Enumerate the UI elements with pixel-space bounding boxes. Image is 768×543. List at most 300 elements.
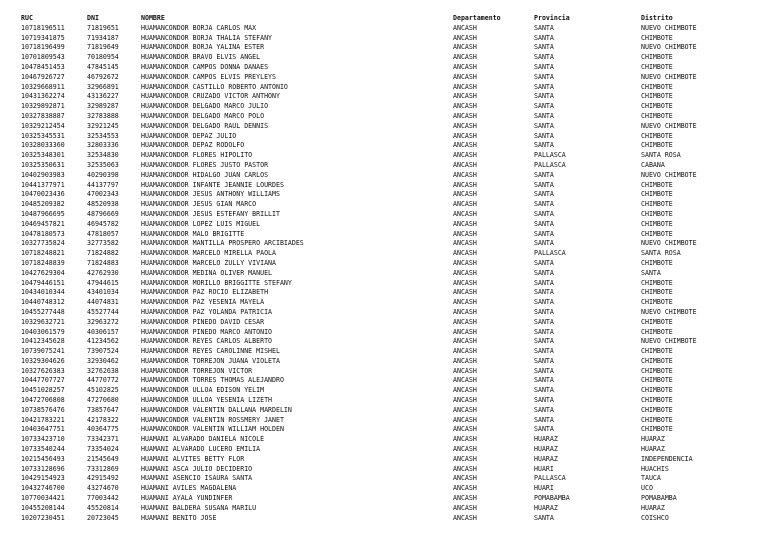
cell-departamento: ANCASH xyxy=(453,131,477,140)
cell-distrito: CHIMBOTE xyxy=(641,62,673,71)
cell-ruc: 10478180573 xyxy=(21,229,65,238)
cell-ruc: 10434010344 xyxy=(21,288,65,297)
cell-provincia: SANTA xyxy=(534,337,554,346)
cell-nombre: HUAMANCONDOR ULLOA YESENIA LIZETH xyxy=(141,396,273,405)
cell-nombre: HUAMANCONDOR MORILLO BRIGGITTE STEFANY xyxy=(141,278,292,287)
cell-departamento: ANCASH xyxy=(453,102,477,111)
table-row xyxy=(21,132,761,142)
cell-departamento: ANCASH xyxy=(453,53,477,62)
cell-ruc: 10432746700 xyxy=(21,484,65,493)
cell-nombre: HUAMANCONDOR PAZ ROCIO ELIZABETH xyxy=(141,288,269,297)
cell-ruc: 10327838887 xyxy=(21,111,65,120)
cell-distrito: CHIMBOTE xyxy=(641,278,673,287)
cell-provincia: SANTA xyxy=(534,72,554,81)
cell-distrito: CHIMBOTE xyxy=(641,219,673,228)
cell-departamento: ANCASH xyxy=(453,209,477,218)
cell-distrito: CHIMBOTE xyxy=(641,415,673,424)
cell-provincia: SANTA xyxy=(534,415,554,424)
cell-dni: 44770772 xyxy=(87,376,119,385)
cell-departamento: ANCASH xyxy=(453,219,477,228)
cell-provincia: SANTA xyxy=(534,376,554,385)
cell-departamento: ANCASH xyxy=(453,307,477,316)
cell-ruc: 10325350631 xyxy=(21,160,65,169)
cell-provincia: SANTA xyxy=(534,327,554,336)
cell-distrito: NUEVO CHIMBOTE xyxy=(641,43,697,52)
table-row xyxy=(21,122,761,132)
cell-dni: 20723045 xyxy=(87,513,119,522)
header-distrito: Distrito xyxy=(641,14,673,22)
cell-distrito: CHIMBOTE xyxy=(641,131,673,140)
cell-provincia: HUARI xyxy=(534,464,554,473)
cell-departamento: ANCASH xyxy=(453,151,477,160)
cell-departamento: ANCASH xyxy=(453,72,477,81)
cell-nombre: HUAMANCONDOR FLORES HIPOLITO xyxy=(141,151,253,160)
cell-distrito: CABANA xyxy=(641,160,665,169)
cell-provincia: HUARI xyxy=(534,484,554,493)
cell-provincia: SANTA xyxy=(534,170,554,179)
cell-dni: 47845145 xyxy=(87,62,119,71)
cell-provincia: SANTA xyxy=(534,200,554,209)
cell-dni: 73907524 xyxy=(87,347,119,356)
cell-departamento: ANCASH xyxy=(453,82,477,91)
table-row xyxy=(21,279,761,289)
cell-nombre: HUAMANCONDOR PINEDO MARCO ANTONIO xyxy=(141,327,273,336)
cell-ruc: 10733540244 xyxy=(21,445,65,454)
table-row xyxy=(21,376,761,386)
cell-nombre: HUAMANCONDOR MARCELO MIRELLA PAOLA xyxy=(141,249,276,258)
cell-dni: 41234562 xyxy=(87,337,119,346)
cell-departamento: ANCASH xyxy=(453,454,477,463)
cell-dni: 32773582 xyxy=(87,239,119,248)
cell-provincia: SANTA xyxy=(534,268,554,277)
cell-dni: 71824883 xyxy=(87,258,119,267)
table-row xyxy=(21,465,761,475)
cell-ruc: 10327735824 xyxy=(21,239,65,248)
cell-departamento: ANCASH xyxy=(453,376,477,385)
cell-distrito: HUARAZ xyxy=(641,435,665,444)
table-row xyxy=(21,288,761,298)
cell-nombre: HUAMANCONDOR DELGADO RAUL DENNIS xyxy=(141,121,269,130)
cell-distrito: CHIMBOTE xyxy=(641,102,673,111)
table-row xyxy=(21,161,761,171)
cell-nombre: HUAMANCONDOR PAZ YOLANDA PATRICIA xyxy=(141,307,273,316)
cell-ruc: 10427629304 xyxy=(21,268,65,277)
table-row xyxy=(21,43,761,53)
cell-departamento: ANCASH xyxy=(453,249,477,258)
cell-dni: 47944615 xyxy=(87,278,119,287)
cell-nombre: HUAMANCONDOR JESUS ESTEFANY BRILLIT xyxy=(141,209,280,218)
cell-dni: 45527744 xyxy=(87,307,119,316)
cell-dni: 71824882 xyxy=(87,249,119,258)
table-row xyxy=(21,269,761,279)
cell-provincia: SANTA xyxy=(534,82,554,91)
cell-distrito: SANTA ROSA xyxy=(641,249,681,258)
table-row xyxy=(21,386,761,396)
cell-departamento: ANCASH xyxy=(453,121,477,130)
cell-provincia: PALLASCA xyxy=(534,151,566,160)
cell-dni: 47818057 xyxy=(87,229,119,238)
cell-distrito: CHIMBOTE xyxy=(641,258,673,267)
cell-ruc: 10487966695 xyxy=(21,209,65,218)
cell-dni: 32783888 xyxy=(87,111,119,120)
cell-ruc: 10440748312 xyxy=(21,298,65,307)
table-row xyxy=(21,298,761,308)
cell-departamento: ANCASH xyxy=(453,180,477,189)
table-row xyxy=(21,83,761,93)
cell-nombre: HUAMANCONDOR MANTILLA PROSPERO ARCIBIADES xyxy=(141,239,304,248)
cell-dni: 32535063 xyxy=(87,160,119,169)
cell-ruc: 10718196511 xyxy=(21,23,65,32)
table-row xyxy=(21,416,761,426)
cell-departamento: ANCASH xyxy=(453,43,477,52)
cell-dni: 21545649 xyxy=(87,454,119,463)
document-table xyxy=(21,14,761,523)
cell-departamento: ANCASH xyxy=(453,396,477,405)
cell-ruc: 10412345628 xyxy=(21,337,65,346)
cell-dni: 45102825 xyxy=(87,386,119,395)
table-row xyxy=(21,239,761,249)
cell-nombre: HUAMANCONDOR VALENTIN ROSSMERY JANET xyxy=(141,415,284,424)
cell-provincia: PALLASCA xyxy=(534,474,566,483)
cell-departamento: ANCASH xyxy=(453,484,477,493)
cell-nombre: HUAMANCONDOR REYES CARLOS ALBERTO xyxy=(141,337,273,346)
cell-distrito: POMABAMBA xyxy=(641,494,677,503)
cell-distrito: NUEVO CHIMBOTE xyxy=(641,23,697,32)
cell-ruc: 10472706808 xyxy=(21,396,65,405)
cell-ruc: 10718248821 xyxy=(21,249,65,258)
cell-departamento: ANCASH xyxy=(453,503,477,512)
cell-ruc: 10738576476 xyxy=(21,405,65,414)
cell-departamento: ANCASH xyxy=(453,288,477,297)
table-row xyxy=(21,455,761,465)
cell-dni: 71934187 xyxy=(87,33,119,42)
cell-dni: 45520814 xyxy=(87,503,119,512)
cell-nombre: HUAMANCONDOR HIDALGO JUAN CARLOS xyxy=(141,170,269,179)
cell-nombre: HUAMANCONDOR VALENTIN DALLANA MARDELIN xyxy=(141,405,292,414)
cell-departamento: ANCASH xyxy=(453,415,477,424)
cell-ruc: 10327626383 xyxy=(21,366,65,375)
cell-nombre: HUAMANCONDOR VALENTIN WILLIAM HOLDEN xyxy=(141,425,284,434)
cell-ruc: 10447707727 xyxy=(21,376,65,385)
cell-departamento: ANCASH xyxy=(453,347,477,356)
cell-distrito: CHIMBOTE xyxy=(641,180,673,189)
cell-ruc: 10329212454 xyxy=(21,121,65,130)
cell-dni: 70180954 xyxy=(87,53,119,62)
cell-dni: 77003442 xyxy=(87,494,119,503)
cell-nombre: HUAMANCONDOR CASTILLO ROBERTO ANTONIO xyxy=(141,82,288,91)
cell-provincia: HUARAZ xyxy=(534,445,558,454)
cell-ruc: 10325345531 xyxy=(21,131,65,140)
cell-distrito: NUEVO CHIMBOTE xyxy=(641,239,697,248)
cell-provincia: SANTA xyxy=(534,356,554,365)
cell-ruc: 10421783221 xyxy=(21,415,65,424)
cell-provincia: SANTA xyxy=(534,307,554,316)
cell-departamento: ANCASH xyxy=(453,170,477,179)
cell-dni: 43274670 xyxy=(87,484,119,493)
table-row xyxy=(21,249,761,259)
cell-nombre: HUAMANCONDOR BORJA YALINA ESTER xyxy=(141,43,265,52)
cell-dni: 40364775 xyxy=(87,425,119,434)
cell-ruc: 10455208144 xyxy=(21,503,65,512)
table-row xyxy=(21,318,761,328)
cell-provincia: SANTA xyxy=(534,298,554,307)
cell-provincia: SANTA xyxy=(534,278,554,287)
cell-provincia: SANTA xyxy=(534,92,554,101)
table-row xyxy=(21,181,761,191)
cell-dni: 32930462 xyxy=(87,356,119,365)
header-dni: DNI xyxy=(87,14,99,22)
cell-dni: 71819651 xyxy=(87,23,119,32)
cell-ruc: 10718248839 xyxy=(21,258,65,267)
cell-ruc: 10719341875 xyxy=(21,33,65,42)
cell-provincia: SANTA xyxy=(534,62,554,71)
table-row xyxy=(21,357,761,367)
cell-dni: 32921245 xyxy=(87,121,119,130)
cell-ruc: 10479446151 xyxy=(21,278,65,287)
cell-distrito: CHIMBOTE xyxy=(641,111,673,120)
cell-provincia: HUARAZ xyxy=(534,454,558,463)
cell-ruc: 10470023436 xyxy=(21,190,65,199)
cell-nombre: HUAMANCONDOR CRUZADO VICTOR ANTHONY xyxy=(141,92,280,101)
cell-distrito: NUEVO CHIMBOTE xyxy=(641,307,697,316)
cell-provincia: SANTA xyxy=(534,141,554,150)
cell-dni: 42915492 xyxy=(87,474,119,483)
cell-ruc: 10329892871 xyxy=(21,102,65,111)
cell-ruc: 10469457821 xyxy=(21,219,65,228)
table-row xyxy=(21,396,761,406)
table-row xyxy=(21,73,761,83)
cell-nombre: HUAMANI ALVARADO LUCERO EMILIA xyxy=(141,445,261,454)
table-row xyxy=(21,24,761,34)
table-row xyxy=(21,337,761,347)
cell-ruc: 10329304626 xyxy=(21,356,65,365)
table-row xyxy=(21,141,761,151)
cell-dni: 42762930 xyxy=(87,268,119,277)
cell-provincia: SANTA xyxy=(534,131,554,140)
cell-departamento: ANCASH xyxy=(453,23,477,32)
cell-dni: 32534553 xyxy=(87,131,119,140)
cell-ruc: 10325348301 xyxy=(21,151,65,160)
cell-provincia: SANTA xyxy=(534,347,554,356)
cell-dni: 32963272 xyxy=(87,317,119,326)
cell-nombre: HUAMANCONDOR CAMPOS DONNA DANAES xyxy=(141,62,269,71)
cell-distrito: NUEVO CHIMBOTE xyxy=(641,121,697,130)
cell-departamento: ANCASH xyxy=(453,337,477,346)
cell-nombre: HUAMANCONDOR DELGADO MARCO JULIO xyxy=(141,102,269,111)
cell-provincia: HUARAZ xyxy=(534,503,558,512)
cell-distrito: CHIMBOTE xyxy=(641,141,673,150)
cell-departamento: ANCASH xyxy=(453,327,477,336)
cell-provincia: SANTA xyxy=(534,53,554,62)
header-provincia: Provincia xyxy=(534,14,570,22)
table-row xyxy=(21,504,761,514)
cell-dni: 43401034 xyxy=(87,288,119,297)
cell-nombre: HUAMANI ASCA JULIO DECIDERIO xyxy=(141,464,253,473)
cell-provincia: SANTA xyxy=(534,121,554,130)
cell-ruc: 10770034421 xyxy=(21,494,65,503)
cell-distrito: CHIMBOTE xyxy=(641,366,673,375)
cell-distrito: HUACHIS xyxy=(641,464,669,473)
cell-nombre: HUAMANCONDOR DEPAZ RODOLFO xyxy=(141,141,245,150)
cell-nombre: HUAMANCONDOR JESUS ANTHONY WILLIAMS xyxy=(141,190,280,199)
cell-dni: 40306157 xyxy=(87,327,119,336)
cell-ruc: 10478451453 xyxy=(21,62,65,71)
cell-distrito: HUARAZ xyxy=(641,503,665,512)
cell-provincia: SANTA xyxy=(534,43,554,52)
table-row xyxy=(21,230,761,240)
cell-distrito: TAUCA xyxy=(641,474,661,483)
cell-distrito: CHIMBOTE xyxy=(641,317,673,326)
cell-departamento: ANCASH xyxy=(453,268,477,277)
cell-nombre: HUAMANCONDOR BRAVO ELVIS ANGEL xyxy=(141,53,261,62)
cell-ruc: 10328033360 xyxy=(21,141,65,150)
cell-provincia: SANTA xyxy=(534,229,554,238)
cell-nombre: HUAMANCONDOR BORJA CARLOS MAX xyxy=(141,23,257,32)
cell-ruc: 10467926727 xyxy=(21,72,65,81)
table-row xyxy=(21,210,761,220)
cell-dni: 73857647 xyxy=(87,405,119,414)
cell-provincia: SANTA xyxy=(534,288,554,297)
cell-dni: 32534830 xyxy=(87,151,119,160)
table-row xyxy=(21,220,761,230)
cell-departamento: ANCASH xyxy=(453,513,477,522)
cell-nombre: HUAMANCONDOR INFANTE JEANNIE LOURDES xyxy=(141,180,284,189)
cell-departamento: ANCASH xyxy=(453,111,477,120)
cell-departamento: ANCASH xyxy=(453,239,477,248)
table-row xyxy=(21,328,761,338)
cell-distrito: HUARAZ xyxy=(641,445,665,454)
cell-dni: 73342371 xyxy=(87,435,119,444)
table-row xyxy=(21,92,761,102)
cell-dni: 44074831 xyxy=(87,298,119,307)
table-row xyxy=(21,406,761,416)
cell-dni: 43136227 xyxy=(87,92,119,101)
cell-nombre: HUAMANI ASENCIO ISAURA SANTA xyxy=(141,474,253,483)
cell-departamento: ANCASH xyxy=(453,317,477,326)
cell-provincia: HUARAZ xyxy=(534,435,558,444)
cell-provincia: SANTA xyxy=(534,366,554,375)
table-row xyxy=(21,514,761,524)
table-row xyxy=(21,347,761,357)
cell-distrito: CHIMBOTE xyxy=(641,190,673,199)
cell-distrito: NUEVO CHIMBOTE xyxy=(641,72,697,81)
cell-dni: 73312869 xyxy=(87,464,119,473)
cell-nombre: HUAMANCONDOR PAZ YESENIA MAYELA xyxy=(141,298,265,307)
table-header-row xyxy=(21,14,761,24)
cell-ruc: 10455277448 xyxy=(21,307,65,316)
table-row xyxy=(21,435,761,445)
cell-nombre: HUAMANCONDOR MARCELO ZULLY VIVIANA xyxy=(141,258,276,267)
cell-ruc: 10207230451 xyxy=(21,513,65,522)
cell-departamento: ANCASH xyxy=(453,366,477,375)
cell-distrito: CHIMBOTE xyxy=(641,92,673,101)
cell-ruc: 10329668911 xyxy=(21,82,65,91)
cell-ruc: 10403647751 xyxy=(21,425,65,434)
cell-provincia: SANTA xyxy=(534,111,554,120)
cell-dni: 42178322 xyxy=(87,415,119,424)
table-row xyxy=(21,367,761,377)
cell-nombre: HUAMANI BALDERA SUSANA MARILU xyxy=(141,503,257,512)
cell-dni: 47002343 xyxy=(87,190,119,199)
cell-dni: 48520938 xyxy=(87,200,119,209)
cell-distrito: CHIMBOTE xyxy=(641,425,673,434)
cell-departamento: ANCASH xyxy=(453,464,477,473)
cell-departamento: ANCASH xyxy=(453,141,477,150)
cell-ruc: 10733423710 xyxy=(21,435,65,444)
table-row xyxy=(21,171,761,181)
cell-ruc: 10429154923 xyxy=(21,474,65,483)
cell-departamento: ANCASH xyxy=(453,33,477,42)
cell-nombre: HUAMANCONDOR FLORES JUSTO PASTOR xyxy=(141,160,269,169)
cell-dni: 46945782 xyxy=(87,219,119,228)
cell-provincia: SANTA xyxy=(534,258,554,267)
cell-nombre: HUAMANI ALVITES BETTY FLOR xyxy=(141,454,245,463)
cell-nombre: HUAMANCONDOR PINEDO DAVID CESAR xyxy=(141,317,265,326)
cell-provincia: SANTA xyxy=(534,190,554,199)
cell-dni: 47270680 xyxy=(87,396,119,405)
cell-provincia: SANTA xyxy=(534,425,554,434)
cell-dni: 32966891 xyxy=(87,82,119,91)
cell-departamento: ANCASH xyxy=(453,445,477,454)
cell-provincia: PALLASCA xyxy=(534,249,566,258)
cell-dni: 44137797 xyxy=(87,180,119,189)
cell-departamento: ANCASH xyxy=(453,405,477,414)
cell-distrito: CHIMBOTE xyxy=(641,229,673,238)
cell-dni: 46792672 xyxy=(87,72,119,81)
cell-distrito: CHIMBOTE xyxy=(641,82,673,91)
cell-nombre: HUAMANCONDOR CAMPOS ELVIS PREYLEYS xyxy=(141,72,276,81)
cell-nombre: HUAMANCONDOR DELGADO MARCO POLO xyxy=(141,111,265,120)
cell-departamento: ANCASH xyxy=(453,62,477,71)
cell-departamento: ANCASH xyxy=(453,386,477,395)
table-row xyxy=(21,112,761,122)
cell-nombre: HUAMANCONDOR TORREJON VICTOR xyxy=(141,366,253,375)
cell-departamento: ANCASH xyxy=(453,258,477,267)
cell-provincia: SANTA xyxy=(534,513,554,522)
cell-provincia: PALLASCA xyxy=(534,160,566,169)
table-row xyxy=(21,474,761,484)
cell-departamento: ANCASH xyxy=(453,160,477,169)
cell-nombre: HUAMANCONDOR DEPAZ JULIO xyxy=(141,131,237,140)
cell-departamento: ANCASH xyxy=(453,278,477,287)
cell-distrito: COISHCO xyxy=(641,513,669,522)
table-row xyxy=(21,494,761,504)
cell-distrito: CHIMBOTE xyxy=(641,33,673,42)
cell-ruc: 10215456493 xyxy=(21,454,65,463)
cell-provincia: SANTA xyxy=(534,317,554,326)
table-row xyxy=(21,53,761,63)
cell-ruc: 10441377971 xyxy=(21,180,65,189)
cell-nombre: HUAMANI AYALA YUNDINFER xyxy=(141,494,233,503)
cell-nombre: HUAMANCONDOR MALO BRIGITTE xyxy=(141,229,245,238)
cell-nombre: HUAMANCONDOR TORRES THOMAS ALEJANDRO xyxy=(141,376,284,385)
cell-distrito: SANTA xyxy=(641,268,661,277)
cell-ruc: 10431362274 xyxy=(21,92,65,101)
table-row xyxy=(21,151,761,161)
cell-departamento: ANCASH xyxy=(453,298,477,307)
table-row xyxy=(21,484,761,494)
cell-departamento: ANCASH xyxy=(453,200,477,209)
cell-departamento: ANCASH xyxy=(453,190,477,199)
cell-distrito: INDEPENDENCIA xyxy=(641,454,693,463)
cell-nombre: HUAMANCONDOR MEDINA OLIVER MANUEL xyxy=(141,268,273,277)
cell-distrito: CHIMBOTE xyxy=(641,209,673,218)
cell-distrito: NUEVO CHIMBOTE xyxy=(641,337,697,346)
table-row xyxy=(21,425,761,435)
cell-nombre: HUAMANI AVILES MAGDALENA xyxy=(141,484,237,493)
cell-distrito: CHIMBOTE xyxy=(641,327,673,336)
cell-ruc: 10718196499 xyxy=(21,43,65,52)
